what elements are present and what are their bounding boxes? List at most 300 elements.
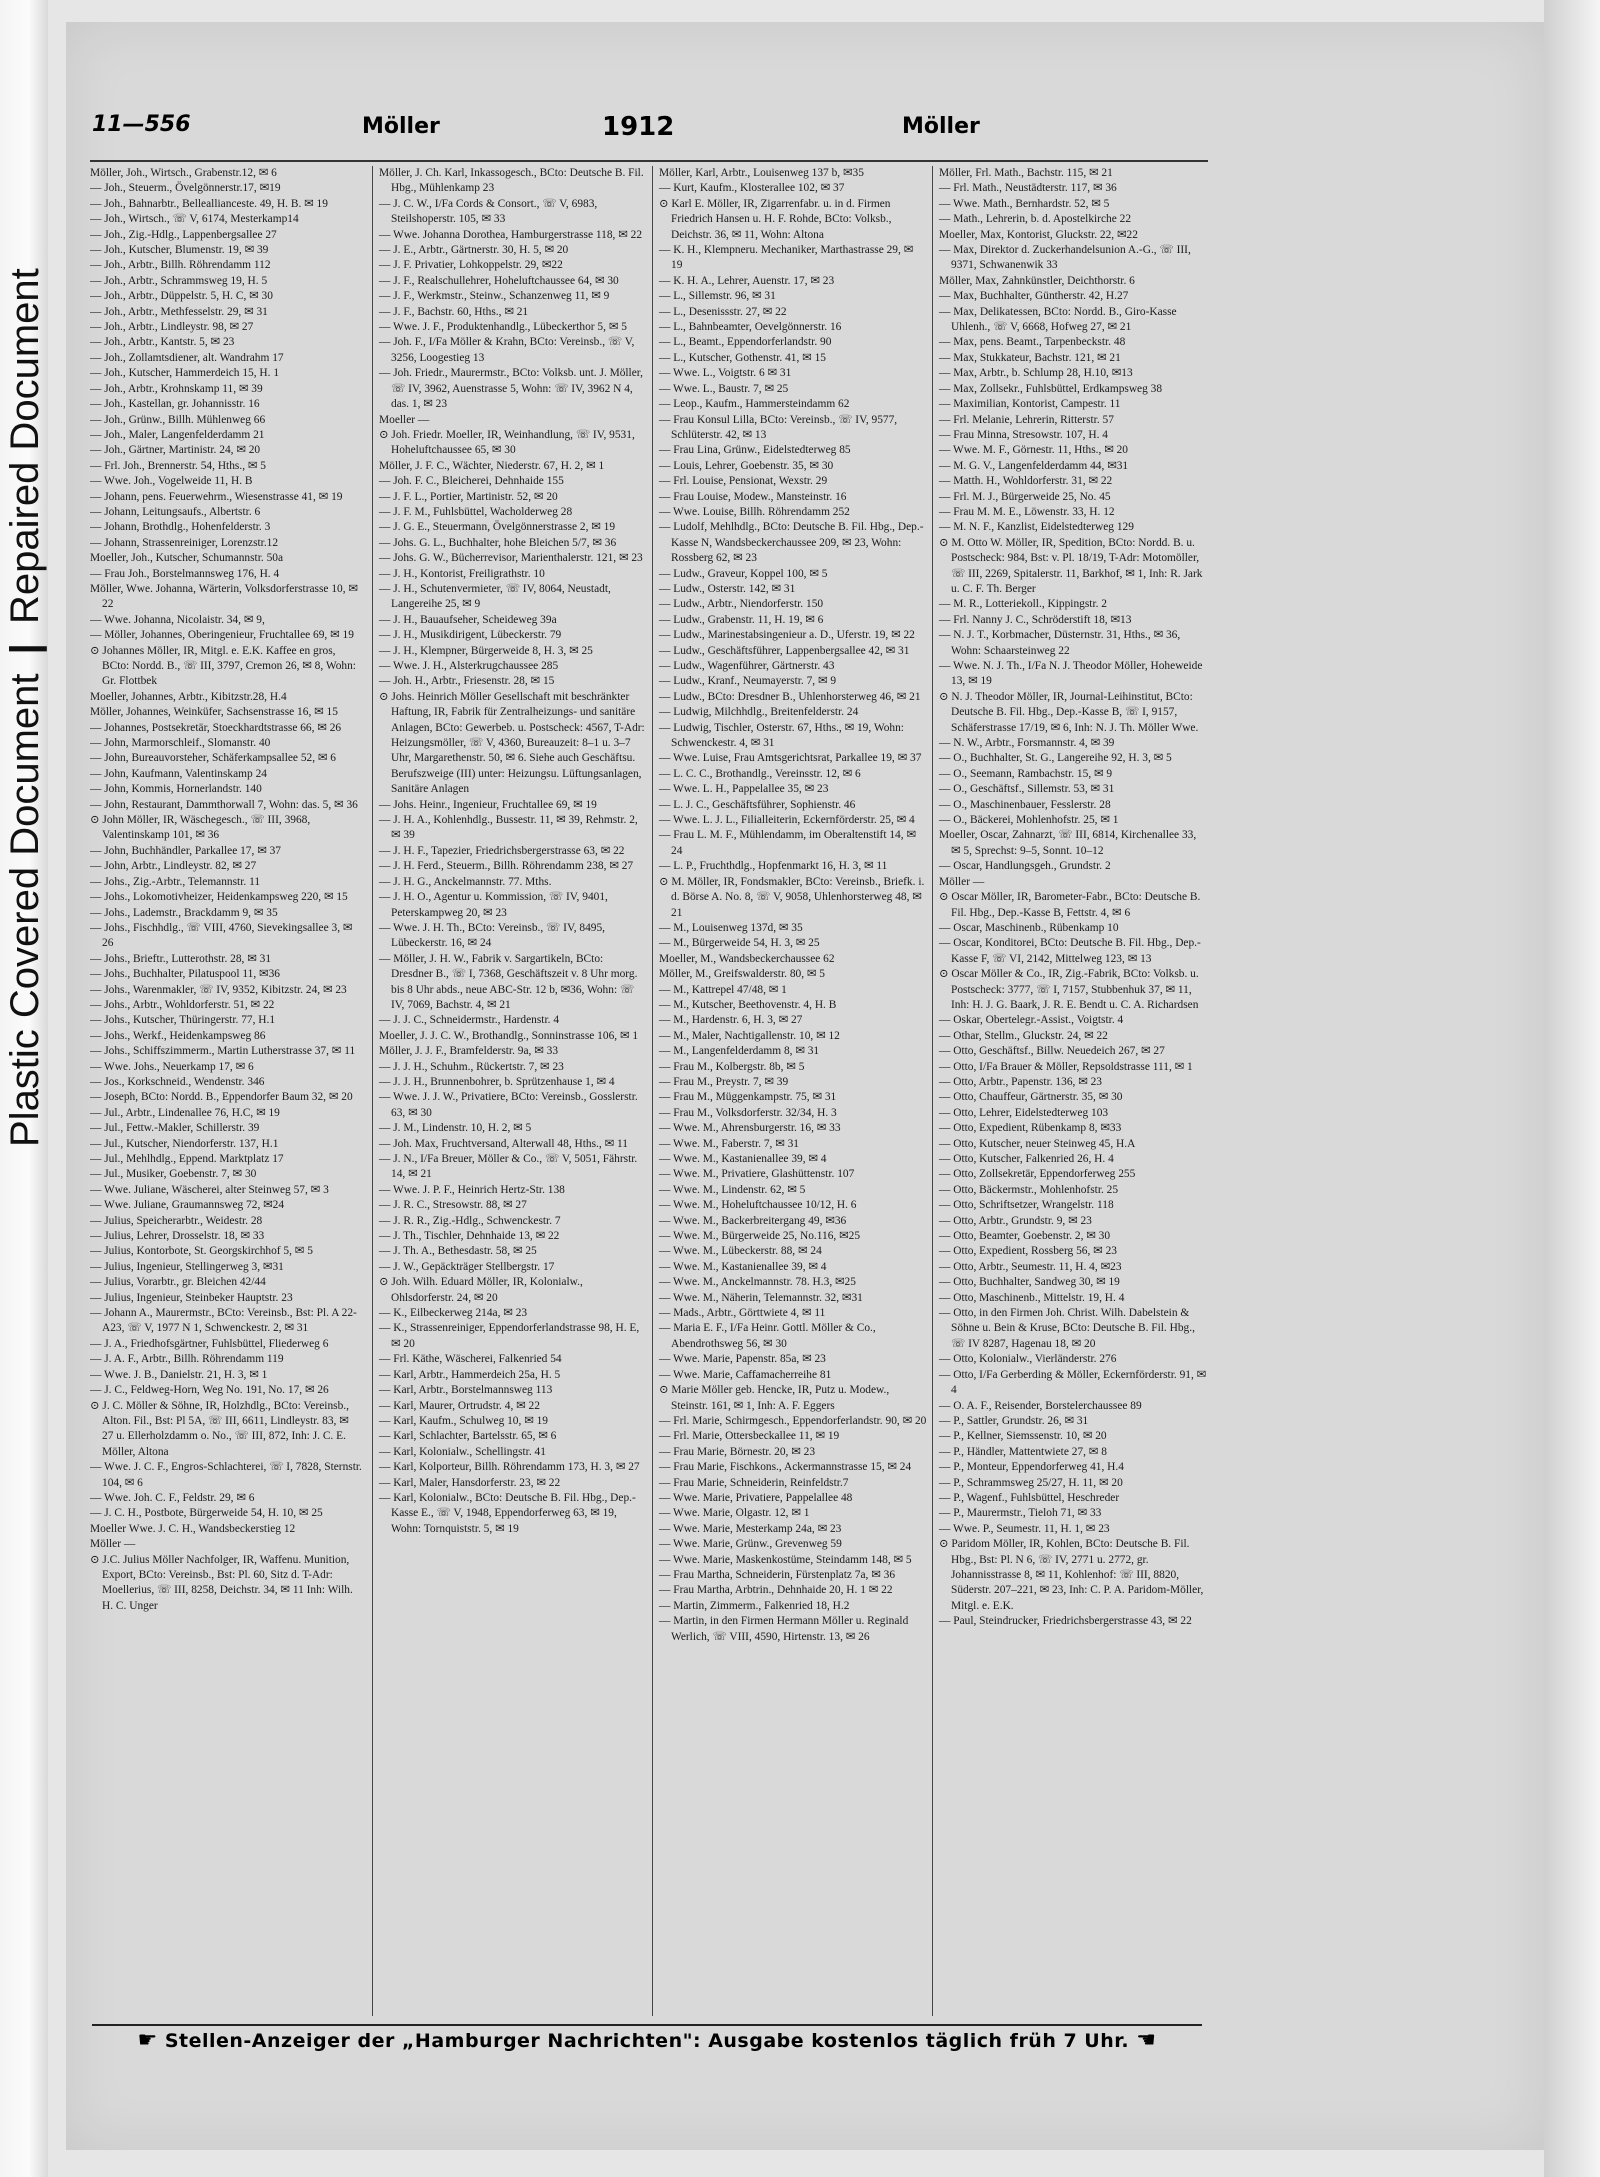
directory-entry: — Joh., Kutscher, Blumenstr. 19, ✉ 39: [90, 244, 269, 257]
directory-entry: — Kurt, Kaufm., Klosterallee 102, ✉ 37: [659, 182, 845, 195]
directory-entry: — Frau Konsul Lilla, BCto: Vereinsb., ☏ IV, 9577, Schlüterstr. 42, ✉ 13: [659, 413, 898, 441]
directory-entry: — Joh., Arbtr., Schrammsweg 19, H. 5: [90, 274, 268, 287]
directory-entry: — Karl, Kaufm., Schulweg 10, ✉ 19: [379, 1414, 548, 1427]
directory-entry: — L., Desenissstr. 27, ✉ 22: [659, 305, 787, 318]
directory-entry: — Max, Delikatessen, BCto: Nordd. B., Giro-Kasse Uhlenh., ☏ V, 6668, Hofweg 27, ✉ 21: [939, 305, 1177, 334]
directory-entry: — Wwe. J. J. W., Privatiere, BCto: Vereinsb., Gosslerstr. 63, ✉ 30: [379, 1091, 638, 1119]
directory-entry: — Wwe. J. C. F., Engros-Schlachterei, ☏ I, 7828, Sternstr. 104, ✉ 6: [90, 1461, 362, 1489]
directory-entry: — Wwe. Marie, Privatiere, Pappelallee 48: [659, 1491, 853, 1504]
directory-entry: — M., Bürgerweide 54, H. 3, ✉ 25: [659, 937, 820, 950]
directory-entry: — Johs., Werkf., Heidenkampsweg 86: [90, 1029, 266, 1042]
directory-entry: — M. N. F., Kanzlist, Eidelstedterweg 129: [939, 521, 1134, 534]
directory-entry: — L. C. C., Brothandlg., Vereinsstr. 12, ✉ 6: [659, 767, 861, 780]
directory-entry: — Joh., Arbtr., Billh. Röhrendamm 112: [90, 259, 271, 272]
directory-entry: — Johs., Kutscher, Thüringerstr. 77, H.1: [90, 1014, 276, 1027]
directory-entry: ⊙ Marie Möller geb. Hencke, IR, Putz u. Modew., Steinstr. 161, ✉ 1, Inh: A. F. Eggers: [659, 1384, 890, 1412]
directory-entry: — Wwe. J. F., Produktenhandlg., Lübeckerthor 5, ✉ 5: [379, 321, 627, 334]
directory-entry: — Otto, I/Fa Brauer & Möller, Repsoldstrasse 111, ✉ 1: [939, 1060, 1193, 1073]
directory-entry: — Mads., Arbtr., Görttwiete 4, ✉ 11: [659, 1307, 826, 1320]
directory-entry: — Otto, Kutscher, neuer Steinweg 45, H.A: [939, 1137, 1136, 1150]
directory-entry: — J. G. E., Steuermann, Övelgönnerstrasse 2, ✉ 19: [379, 521, 616, 534]
directory-entry: — J. F. L., Portier, Martinistr. 52, ✉ 20: [379, 490, 558, 503]
directory-entry: Moeller, J. J. C. W., Brothandlg., Sonninstrasse 106, ✉ 1: [379, 1029, 639, 1042]
directory-entry: ⊙ Paridom Möller, IR, Kohlen, BCto: Deutsche B. Fil. Hbg., Bst: Pl. N 6, ☏ IV, 2771 u. 2772, gr. Johannisstrasse 8, ✉ 11, Kohlenhof: ☏ III, 8820, Süderstr. 207–221, ✉ 23, Inh: C. P. A. Paridom-Möller, Mitgl. e. E.K.: [939, 1538, 1204, 1612]
directory-entry: — Julius, Ingenieur, Stellingerweg 3, ✉31: [90, 1260, 284, 1273]
directory-entry: — Frau M., Volksdorferstr. 32/34, H. 3: [659, 1106, 837, 1119]
directory-entry: — Karl, Schlachter, Bartelsstr. 65, ✉ 6: [379, 1430, 557, 1443]
directory-entry: — J. F., Werkmstr., Steinw., Schanzenweg 11, ✉ 9: [379, 290, 610, 303]
directory-entry: — Wwe. L. H., Pappelallee 35, ✉ 23: [659, 783, 829, 796]
directory-entry: — Otto, Kolonialw., Vierländerstr. 276: [939, 1353, 1117, 1366]
directory-entry: — Otto, Chauffeur, Gärtnerstr. 35, ✉ 30: [939, 1091, 1123, 1104]
directory-entry: — J. H., Kontorist, Freiligrathstr. 10: [379, 567, 545, 580]
directory-entry: — K. H., Klempneru. Mechaniker, Marthastrasse 29, ✉ 19: [659, 244, 914, 272]
directory-entry: — M., Kattrepel 47/48, ✉ 1: [659, 983, 787, 996]
directory-entry: ⊙ John Möller, IR, Wäschegesch., ☏ III, 3968, Valentinskamp 101, ✉ 36: [90, 814, 311, 842]
directory-entry: — Ludw., Marinestabsingenieur a. D., Uferstr. 19, ✉ 22: [659, 629, 915, 642]
directory-entry: — J. H., Bauaufseher, Scheideweg 39a: [379, 613, 557, 626]
directory-entry: Moeller, Johannes, Arbtr., Kibitzstr.28, H.4: [90, 690, 287, 703]
directory-entry: — Wwe. J. H. Th., BCto: Vereinsb., ☏ IV, 8495, Lübeckerstr. 16, ✉ 24: [379, 921, 606, 950]
directory-entry: — Wwe. M., Kastanienallee 39, ✉ 4: [659, 1153, 827, 1165]
directory-entry: — P., Wagenf., Fuhlsbüttel, Heschreder: [939, 1491, 1120, 1504]
directory-entry: — Ludw., Kranf., Neumayerstr. 7, ✉ 9: [659, 675, 837, 688]
directory-entry: — Ludw., Arbtr., Niendorferstr. 150: [659, 598, 824, 611]
directory-entry: Möller, J. F. C., Wächter, Niederstr. 67, H. 2, ✉ 1: [379, 459, 605, 472]
directory-entry: — Frau M., Müggenkampstr. 75, ✉ 31: [659, 1091, 837, 1104]
directory-entry: — Johs., Warenmakler, ☏ IV, 9352, Kibitzstr. 24, ✉ 23: [90, 983, 347, 996]
directory-entry: — Frau Louise, Modew., Mansteinstr. 16: [659, 490, 847, 503]
directory-entry: — Jul., Musiker, Goebenstr. 7, ✉ 30: [90, 1168, 257, 1181]
directory-entry: Moeller —: [379, 413, 430, 426]
directory-entry: — Oscar, Handlungsgeh., Grundstr. 2: [939, 860, 1111, 873]
spine-separator: |: [3, 643, 47, 655]
directory-entry: — Max, pens. Beamt., Tarpenbeckstr. 48: [939, 336, 1126, 349]
spine-label-plastic: Plastic Covered Document: [3, 673, 47, 1147]
directory-entry: — M. G. V., Langenfelderdamm 44, ✉31: [939, 459, 1129, 472]
directory-entry: — P., Sattler, Grundstr. 26, ✉ 31: [939, 1414, 1089, 1427]
directory-entry: — Maria E. F., I/Fa Heinr. Gottl. Möller & Co., Abendrothsweg 56, ✉ 30: [659, 1322, 876, 1350]
directory-entry: — Wwe. Johs., Neuerkamp 17, ✉ 6: [90, 1060, 254, 1073]
directory-entry: Möller, J. Ch. Karl, Inkassogesch., BCto: Deutsche B. Fil. Hbg., Mühlenkamp 23: [379, 167, 644, 195]
directory-entry: — Möller, Johannes, Oberingenieur, Fruchtallee 69, ✉ 19: [90, 629, 354, 642]
page-number: 11—556: [92, 112, 191, 137]
directory-entry: — J. J. H., Brunnenbohrer, b. Sprützenhause 1, ✉ 4: [379, 1075, 615, 1088]
directory-entry: — John, Marmorschleif., Slomanstr. 40: [90, 737, 271, 750]
directory-entry: — Joh., Arbtr., Lindleystr. 98, ✉ 27: [90, 321, 254, 334]
directory-entry: — Wwe. L. J. L., Filialleiterin, Eckernförderstr. 25, ✉ 4: [659, 814, 915, 827]
directory-entry: — Julius, Kontorbote, St. Georgskirchhof 5, ✉ 5: [90, 1245, 313, 1258]
directory-entry: — Othar, Stellm., Gluckstr. 24, ✉ 22: [939, 1029, 1108, 1042]
directory-entry: — Joh., Arbtr., Krohnskamp 11, ✉ 39: [90, 382, 263, 395]
directory-entry: — Wwe. M., Lübeckerstr. 88, ✉ 24: [659, 1245, 822, 1258]
directory-column-3: [652, 166, 927, 2016]
directory-entry: — Johs. Heinr., Ingenieur, Fruchtallee 69, ✉ 19: [379, 798, 597, 811]
directory-entry: — Wwe. M., Bürgerweide 25, No.116, ✉25: [659, 1230, 861, 1243]
directory-entry: — Jul., Fettw.-Makler, Schillerstr. 39: [90, 1122, 260, 1135]
directory-entry: — Frau Marie, Fischkons., Ackermannstrasse 15, ✉ 24: [659, 1461, 912, 1474]
directory-entry: Moeller, Oscar, Zahnarzt, ☏ III, 6814, Kirchenallee 33, ✉ 5, Sprechst: 9–5, Sonnt. 10–12: [939, 829, 1197, 857]
directory-entry: — Maximilian, Kontorist, Campestr. 11: [939, 398, 1121, 411]
directory-entry: — Frl. Nanny J. C., Schröderstift 18, ✉13: [939, 613, 1132, 626]
directory-entry: — J. A., Friedhofsgärtner, Fuhlsbüttel, Fliederweg 6: [90, 1337, 329, 1350]
directory-entry: — J. N., I/Fa Breuer, Möller & Co., ☏ V, 5051, Fährstr. 14, ✉ 21: [379, 1153, 638, 1181]
directory-entry: — Joh., Kastellan, gr. Johannisstr. 16: [90, 398, 260, 411]
directory-entry: — K., Strassenreiniger, Eppendorferlandstrasse 98, H. E, ✉ 20: [379, 1322, 640, 1350]
directory-entry: ⊙ M. Möller, IR, Fondsmakler, BCto: Vereinsb., Briefk. i. d. Börse A. No. 8, ☏ V, 9058, Uhlenhorsterweg 48, ✉ 21: [659, 875, 925, 919]
directory-entry: — Johannes, Postsekretär, Stoeckhardtstrasse 66, ✉ 26: [90, 721, 342, 734]
directory-entry: — J. F., Realschullehrer, Hoheluftchaussee 64, ✉ 30: [379, 274, 619, 287]
directory-entry: — J. M., Lindenstr. 10, H. 2, ✉ 5: [379, 1122, 532, 1135]
directory-entry: — J. Th., Tischler, Dehnhaide 13, ✉ 22: [379, 1230, 560, 1243]
directory-entry: — Otto, Arbtr., Grundstr. 9, ✉ 23: [939, 1214, 1092, 1227]
header-year: 1912: [602, 112, 675, 142]
directory-entry: — L., Beamt., Eppendorferlandstr. 90: [659, 336, 832, 349]
directory-entry: — Ludw., Grabenstr. 11, H. 19, ✉ 6: [659, 613, 824, 626]
directory-entry: — Wwe. J. P. F., Heinrich Hertz-Str. 138: [379, 1183, 565, 1196]
directory-entry: — Wwe. M., Kastanienallee 39, ✉ 4: [659, 1260, 827, 1273]
directory-entry: — L. P., Fruchthdlg., Hopfenmarkt 16, H. 3, ✉ 11: [659, 860, 888, 873]
directory-entry: — J. F. M., Fuhlsbüttel, Wacholderweg 28: [379, 505, 573, 518]
directory-entry: — Wwe. Joh., Vogelweide 11, H. B: [90, 475, 253, 488]
directory-entry: — Otto, Beamter, Goebenstr. 2, ✉ 30: [939, 1230, 1111, 1243]
directory-entry: — Frl. Marie, Ottersbeckallee 11, ✉ 19: [659, 1430, 840, 1443]
directory-entry: — Wwe. Joh. C. F., Feldstr. 29, ✉ 6: [90, 1491, 255, 1504]
directory-entry: — Jul., Arbtr., Lindenallee 76, H.C, ✉ 19: [90, 1106, 280, 1119]
directory-entry: — Frau Minna, Stresowstr. 107, H. 4: [939, 428, 1108, 441]
document-spine: [0, 0, 48, 2177]
directory-entry: — Wwe. Louise, Billh. Röhrendamm 252: [659, 505, 850, 518]
directory-column-4: [932, 166, 1207, 2016]
directory-entry: ⊙ Oscar Möller, IR, Barometer-Fabr., BCto: Deutsche B. Fil. Hbg., Dep.-Kasse B, Fettstr. 4, ✉ 6: [939, 891, 1201, 919]
directory-entry: — Otto, in den Firmen Joh. Christ. Wilh. Dabelstein & Söhne u. Bein & Kruse, BCto: Deutsche B. Fil. Hbg., ☏ IV 8287, Hagenau 18, ✉ 20: [939, 1307, 1195, 1350]
directory-entry: — Wwe. J. H., Alsterkrugchaussee 285: [379, 660, 559, 672]
directory-entry: — Wwe. M., Ahrensburgerstr. 16, ✉ 33: [659, 1122, 841, 1135]
directory-entry: — Joh., Kutscher, Hammerdeich 15, H. 1: [90, 367, 280, 380]
directory-entry: — Joh., Bahnarbtr., Belleallianceste. 49, H. B. ✉ 19: [90, 197, 328, 210]
directory-entry: — Wwe. M., Lindenstr. 62, ✉ 5: [659, 1183, 806, 1196]
directory-entry: — M. R., Lotteriekoll., Kippingstr. 2: [939, 598, 1108, 611]
directory-entry: — Johs. G. W., Bücherrevisor, Marienthalerstr. 121, ✉ 23: [379, 552, 643, 565]
directory-entry: — Ludwig, Tischler, Osterstr. 67, Hths., ✉ 19, Wohn: Schwenckestr. 4, ✉ 31: [659, 721, 904, 750]
directory-entry: — Wwe. Math., Bernhardstr. 52, ✉ 5: [939, 197, 1110, 210]
directory-entry: — Oskar, Obertelegr.-Assist., Voigtstr. 4: [939, 1014, 1124, 1027]
directory-entry: — Martin, Zimmerm., Falkenried 18, H.2: [659, 1599, 850, 1612]
directory-entry: — John, Bureauvorsteher, Schäferkampsallee 52, ✉ 6: [90, 752, 337, 765]
directory-entry: — L., Sillemstr. 96, ✉ 31: [659, 290, 776, 303]
directory-entry: — Johann, Strassenreiniger, Lorenzstr.12: [90, 536, 279, 549]
directory-entry: — Johann A., Maurermstr., BCto: Vereinsb., Bst: Pl. A 22-A23, ☏ V, 1977 N 1, Schwenckestr. 2, ✉ 31: [90, 1307, 357, 1335]
directory-entry: — Johs., Lademstr., Brackdamm 9, ✉ 35: [90, 906, 278, 919]
directory-entry: — Wwe. Marie, Caffamacherreihe 81: [659, 1368, 832, 1381]
directory-entry: — Max, Buchhalter, Güntherstr. 42, H.27: [939, 290, 1129, 303]
directory-entry: — Otto, Arbtr., Papenstr. 136, ✉ 23: [939, 1075, 1102, 1088]
directory-entry: — Johann, Brothdlg., Hohenfelderstr. 3: [90, 521, 271, 534]
directory-entry: ⊙ Johannes Möller, IR, Mitgl. e. E.K. Kaffee en gros, BCto: Nordd. B., ☏ III, 3797, Cremon 26, ✉ 8, Wohn: Gr. Flottbek: [90, 644, 356, 688]
directory-entry: — Otto, Expedient, Rossberg 56, ✉ 23: [939, 1245, 1117, 1258]
page-edge-shadow: [1544, 0, 1600, 2177]
directory-entry: — Otto, Arbtr., Seumestr. 11, H. 4, ✉23: [939, 1260, 1122, 1273]
footer-advertisement: [92, 2024, 1202, 2060]
directory-column-2: [372, 166, 647, 2016]
directory-entry: — Frau Martha, Arbtrin., Dehnhaide 20, H. 1 ✉ 22: [659, 1584, 893, 1597]
directory-entry: — J. R. C., Stresowstr. 88, ✉ 27: [379, 1199, 527, 1212]
directory-entry: — Frau Lina, Grünw., Eidelstedterweg 85: [659, 444, 851, 457]
directory-entry: — John, Kommis, Hornerlandstr. 140: [90, 783, 262, 796]
directory-entry: — Matth. H., Wohldorferstr. 31, ✉ 22: [939, 475, 1113, 488]
directory-entry: — Wwe. M., Privatiere, Glashüttenstr. 107: [659, 1168, 855, 1181]
directory-entry: — Johs., Fischhdlg., ☏ VIII, 4760, Sievekingsallee 3, ✉ 26: [90, 921, 353, 950]
directory-entry: — J. Th. A., Bethesdastr. 58, ✉ 25: [379, 1245, 537, 1258]
pointing-hand-left-icon: ☛: [137, 2028, 158, 2053]
directory-entry: — Wwe. N. J. Th., I/Fa N. J. Theodor Möller, Hoheweide 13, ✉ 19: [939, 660, 1203, 688]
directory-entry: — P., Kellner, Siemssenstr. 10, ✉ 20: [939, 1430, 1107, 1443]
directory-entry: — Frau M. M. E., Löwenstr. 33, H. 12: [939, 505, 1115, 518]
directory-entry: — Leop., Kaufm., Hammersteindamm 62: [659, 398, 850, 411]
directory-entry: — J. H. Ferd., Steuerm., Billh. Röhrendamm 238, ✉ 27: [379, 860, 634, 873]
directory-entry: — Julius, Vorarbtr., gr. Bleichen 42/44: [90, 1276, 266, 1289]
directory-entry: — Wwe. P., Seumestr. 11, H. 1, ✉ 23: [939, 1522, 1110, 1535]
directory-entry: — Joh. Max, Fruchtversand, Alterwall 48, Hths., ✉ 11: [379, 1137, 628, 1150]
directory-entry: — Joh., Zollamtsdiener, alt. Wandrahm 17: [90, 351, 284, 364]
directory-entry: — Max, Zollsekr., Fuhlsbüttel, Erdkampsweg 38: [939, 382, 1163, 395]
directory-entry: — Karl, Maurer, Ortrudstr. 4, ✉ 22: [379, 1399, 540, 1412]
header-right-name: Möller: [902, 114, 980, 139]
directory-entry: — J. H. G., Anckelmannstr. 77. Mths.: [379, 875, 552, 888]
directory-entry: — Joh., Arbtr., Düppelstr. 5, H. C, ✉ 30: [90, 290, 273, 303]
directory-entry: — Otto, Lehrer, Eidelstedterweg 103: [939, 1106, 1109, 1119]
directory-entry: — Oscar, Maschinenb., Rübenkamp 10: [939, 921, 1119, 934]
directory-entry: — Louis, Lehrer, Goebenstr. 35, ✉ 30: [659, 459, 834, 472]
directory-entry: ⊙ Oscar Möller & Co., IR, Zig.-Fabrik, BCto: Volksb. u. Postscheck: 3777, ☏ I, 7157, Stubbenhuk 37, ✉ 11, Inh: H. J. G. Baark, J. R. E. Bendt u. C. A. Richardsen: [939, 968, 1199, 1011]
directory-entry: — J. A. F., Arbtr., Billh. Röhrendamm 119: [90, 1353, 284, 1366]
directory-entry: — O., Buchhalter, St. G., Langereihe 92, H. 3, ✉ 5: [939, 752, 1172, 765]
directory-entry: — Joh., Steuerm., Övelgönnerstr.17, ✉19: [90, 182, 281, 195]
directory-entry: — Wwe. M. F., Görnestr. 11, Hths., ✉ 20: [939, 444, 1128, 457]
directory-entry: — M., Maler, Nachtigallenstr. 10, ✉ 12: [659, 1029, 840, 1042]
directory-entry: — Wwe. M., Näherin, Telemannstr. 32, ✉31: [659, 1291, 863, 1304]
directory-entry: — Frau M., Kolbergstr. 8b, ✉ 5: [659, 1060, 805, 1073]
directory-entry: — John, Arbtr., Lindleystr. 82, ✉ 27: [90, 860, 257, 873]
directory-entry: — Julius, Ingenieur, Steinbeker Hauptstr. 23: [90, 1291, 293, 1304]
directory-entry: — Otto, Buchhalter, Sandweg 30, ✉ 19: [939, 1276, 1120, 1289]
directory-entry: Möller, Max, Zahnkünstler, Deichthorstr. 6: [939, 274, 1135, 287]
directory-entry: — Frau Marie, Schneiderin, Reinfeldstr.7: [659, 1476, 849, 1489]
directory-entry: — Ludw., Graveur, Koppel 100, ✉ 5: [659, 567, 828, 580]
directory-entry: Möller, Karl, Arbtr., Louisenweg 137 b, ✉35: [659, 167, 864, 179]
directory-entry: — O., Bäckerei, Mohlenhofstr. 25, ✉ 1: [939, 814, 1119, 827]
directory-entry: — Wwe. Johanna Dorothea, Hamburgerstrasse 118, ✉ 22: [379, 228, 643, 241]
directory-entry: — O. A. F., Reisender, Borstelerchaussee 89: [939, 1399, 1142, 1412]
directory-entry: — Wwe. Juliane, Wäscherei, alter Steinweg 57, ✉ 3: [90, 1183, 329, 1196]
directory-entry: — L. J. C., Geschäftsführer, Sophienstr. 46: [659, 798, 856, 811]
directory-entry: — Johs., Buchhalter, Pilatuspool 11, ✉36: [90, 968, 280, 981]
directory-entry: — Otto, Geschäftsf., Billw. Neuedeich 267, ✉ 27: [939, 1045, 1165, 1058]
directory-entry: — L., Kutscher, Gothenstr. 41, ✉ 15: [659, 351, 826, 364]
directory-entry: — Frl. Marie, Schirmgesch., Eppendorferlandstr. 90, ✉ 20: [659, 1414, 927, 1427]
directory-entry: — Joh. F. C., Bleicherei, Dehnhaide 155: [379, 475, 564, 488]
directory-entry: — Joh., Maler, Langenfelderdamm 21: [90, 428, 265, 441]
directory-entry: — J. F. Privatier, Lohkoppelstr. 29, ✉22: [379, 259, 563, 272]
directory-entry: Möller, Frl. Math., Bachstr. 115, ✉ 21: [939, 167, 1113, 179]
directory-entry: — O., Maschinenbauer, Fesslerstr. 28: [939, 798, 1111, 811]
directory-entry: — Ludw., Geschäftsführer, Lappenbergsallee 42, ✉ 31: [659, 644, 910, 657]
directory-entry: — K., Eilbeckerweg 214a, ✉ 23: [379, 1307, 528, 1320]
directory-entry: — M., Langenfelderdamm 8, ✉ 31: [659, 1045, 820, 1058]
directory-entry: — M., Hardenstr. 6, H. 3, ✉ 27: [659, 1014, 803, 1027]
directory-entry: — Joh., Arbtr., Kantstr. 5, ✉ 23: [90, 336, 235, 349]
directory-entry: — Frau Marie, Börnestr. 20, ✉ 23: [659, 1445, 816, 1458]
directory-entry: — Frl. Käthe, Wäscherei, Falkenried 54: [379, 1353, 562, 1366]
directory-entry: Möller —: [90, 1538, 136, 1551]
page-header: [92, 112, 1202, 148]
directory-entry: — P., Schrammsweg 25/27, H. 11, ✉ 20: [939, 1476, 1123, 1489]
directory-entry: — Ludw., BCto: Dresdner B., Uhlenhorsterweg 46, ✉ 21: [659, 690, 921, 703]
directory-entry: — Karl, Kolonialw., Schellingstr. 41: [379, 1445, 546, 1458]
directory-entry: — Frl. Joh., Brennerstr. 54, Hths., ✉ 5: [90, 459, 266, 472]
directory-entry: — J. J. C., Schneidermstr., Hardenstr. 4: [379, 1014, 560, 1027]
directory-entry: — Joh., Grünw., Billh. Mühlenweg 66: [90, 413, 266, 426]
directory-entry: — Max, Arbtr., b. Schlump 28, H.10, ✉13: [939, 367, 1133, 380]
directory-entry: — Wwe. Juliane, Graumannsweg 72, ✉24: [90, 1199, 285, 1212]
directory-entry: — Wwe. M., Faberstr. 7, ✉ 31: [659, 1137, 799, 1150]
directory-entry: — J. H. O., Agentur u. Kommission, ☏ IV, 9401, Peterskampweg 20, ✉ 23: [379, 891, 608, 919]
directory-entry: — Julius, Speicherarbtr., Weidestr. 28: [90, 1214, 263, 1227]
directory-entry: — Johs. G. L., Buchhalter, hohe Bleichen 5/7, ✉ 36: [379, 536, 617, 549]
directory-entry: — Wwe. Luise, Frau Amtsgerichtsrat, Parkallee 19, ✉ 37: [659, 752, 922, 765]
directory-entry: — Frau M., Preystr. 7, ✉ 39: [659, 1075, 789, 1088]
directory-entry: — Joh. H., Arbtr., Friesenstr. 28, ✉ 15: [379, 675, 555, 688]
directory-entry: — Julius, Lehrer, Drosselstr. 18, ✉ 33: [90, 1230, 265, 1243]
directory-entry: — N. W., Arbtr., Forsmannstr. 4, ✉ 39: [939, 737, 1115, 750]
directory-entry: — Joh. Friedr., Maurermstr., BCto: Volksb. unt. J. Möller, ☏ IV, 3962, Auenstrasse 5, Wohn: ☏ IV, 3962 N 4, das. 1, ✉ 23: [379, 367, 643, 411]
directory-entry: — K. H. A., Lehrer, Auenstr. 17, ✉ 23: [659, 274, 835, 287]
directory-entry: — Frl. M. J., Bürgerweide 25, No. 45: [939, 490, 1111, 503]
directory-entry: — Jos., Korkschneid., Wendenstr. 346: [90, 1075, 265, 1088]
directory-entry: — L., Bahnbeamter, Oevelgönnerstr. 16: [659, 321, 842, 334]
directory-entry: — Joh., Gärtner, Martinistr. 24, ✉ 20: [90, 444, 261, 457]
directory-entry: Möller, Johannes, Weinküfer, Sachsenstrasse 16, ✉ 15: [90, 706, 338, 719]
directory-entry: — Frl. Melanie, Lehrerin, Ritterstr. 57: [939, 413, 1114, 426]
directory-entry: — Karl, Arbtr., Hammerdeich 25a, H. 5: [379, 1368, 561, 1381]
directory-entry: — Johann, Leitungsaufs., Albertstr. 6: [90, 505, 261, 518]
directory-entry: — Otto, Zollsekretär, Eppendorferweg 255: [939, 1168, 1136, 1181]
directory-entry: — O., Seemann, Rambachstr. 15, ✉ 9: [939, 767, 1113, 780]
directory-entry: — Wwe. Marie, Olgastr. 12, ✉ 1: [659, 1507, 810, 1520]
directory-entry: — Otto, I/Fa Gerberding & Möller, Eckernförderstr. 91, ✉ 4: [939, 1368, 1207, 1397]
directory-entry: — J. C. H., Postbote, Bürgerweide 54, H. 10, ✉ 25: [90, 1507, 323, 1520]
directory-entry: — P., Maurermstr., Tieloh 71, ✉ 33: [939, 1507, 1102, 1520]
directory-entry: — J. R. R., Zig.-Hdlg., Schwenckestr. 7: [379, 1214, 561, 1227]
directory-entry: ⊙ J. C. Möller & Söhne, IR, Holzhdlg., BCto: Vereinsb., Alton. Fil., Bst: Pl 5A, ☏ III, 6611, Lindleystr. 83, ✉ 27 u. Ellerholzdamm o. No., ☏ III, 872, Inh: J. C. E. Möller, Altona: [90, 1399, 349, 1458]
directory-entry: — P., Händler, Mattentwiete 27, ✉ 8: [939, 1445, 1107, 1458]
directory-entry: — Oscar, Konditorei, BCto: Deutsche B. Fil. Hbg., Dep.-Kasse F, ☏ VI, 2142, Mittelweg 123, ✉ 13: [939, 937, 1201, 965]
directory-entry: ⊙ Joh. Friedr. Moeller, IR, Weinhandlung, ☏ IV, 9531, Hoheluftchaussee 65, ✉ 30: [379, 428, 635, 457]
directory-entry: — Martin, in den Firmen Hermann Möller u. Reginald Werlich, ☏ VIII, 4590, Hirtenstr. 13, ✉ 26: [659, 1615, 909, 1643]
directory-entry: — Otto, Kutscher, Falkenried 26, H. 4: [939, 1153, 1114, 1165]
directory-entry: — Jul., Mehlhdlg., Eppend. Marktplatz 17: [90, 1153, 284, 1165]
directory-entry: — J. E., Arbtr., Gärtnerstr. 30, H. 5, ✉ 20: [379, 244, 569, 257]
directory-entry: Moeller, M., Wandsbeckerchaussee 62: [659, 952, 835, 965]
directory-entry: — Joh., Zig.-Hdlg., Lappenbergsallee 27: [90, 228, 277, 241]
directory-entry: — J. H., Schutenvermieter, ☏ IV, 8064, Neustadt, Langereihe 25, ✉ 9: [379, 582, 611, 611]
directory-entry: — J. H., Musikdirigent, Lübeckerstr. 79: [379, 629, 562, 642]
directory-entry: — Wwe. Marie, Maskenkostüme, Steindamm 148, ✉ 5: [659, 1553, 912, 1566]
directory-entry: — Ludw., Osterstr. 142, ✉ 31: [659, 582, 796, 595]
directory-entry: — Ludolf, Mehlhdlg., BCto: Deutsche B. Fil. Hbg., Dep.-Kasse N, Wandsbeckerchaussee 209, ✉ 23, Wohn: Rossberg 62, ✉ 23: [659, 521, 924, 565]
directory-entry: — Joh., Arbtr., Methfesselstr. 29, ✉ 31: [90, 305, 268, 318]
directory-entry: — Otto, Maschinenb., Mittelstr. 19, H. 4: [939, 1291, 1125, 1304]
directory-entry: — J. J. H., Schuhm., Rückertstr. 7, ✉ 23: [379, 1060, 564, 1073]
directory-entry: Möller, Joh., Wirtsch., Grabenstr.12, ✉ 6: [90, 167, 277, 179]
directory-entry: — Johs., Arbtr., Wohldorferstr. 51, ✉ 22: [90, 998, 275, 1011]
directory-entry: — Johs., Zig.-Arbtr., Telemannstr. 11: [90, 875, 261, 888]
directory-entry: Möller, J. J. F., Bramfelderstr. 9a, ✉ 33: [379, 1045, 559, 1058]
directory-entry: — J. H. A., Kohlenhdlg., Bussestr. 11, ✉ 39, Rehmstr. 2, ✉ 39: [379, 814, 638, 842]
directory-entry: — Wwe. Marie, Papenstr. 85a, ✉ 23: [659, 1353, 826, 1366]
directory-entry: — P., Monteur, Eppendorferweg 41, H.4: [939, 1461, 1124, 1474]
directory-entry: ⊙ Karl E. Möller, IR, Zigarrenfabr. u. in d. Firmen Friedrich Hansen u. H. F. Rohde, BCto: Volksb., Deichstr. 36, ✉ 11, Wohn: Altona: [659, 197, 892, 241]
directory-entry: — Wwe. M., Anckelmannstr. 78. H.3, ✉25: [659, 1276, 856, 1289]
directory-entry: — Johann, pens. Feuerwehrm., Wiesenstrasse 41, ✉ 19: [90, 490, 343, 503]
directory-entry: — Frau Joh., Borstelmannsweg 176, H. 4: [90, 567, 280, 580]
directory-entry: ⊙ M. Otto W. Möller, IR, Spedition, BCto: Nordd. B. u. Postscheck: 984, Bst: v. Pl. 18/19, T-Adr: Motomöller, ☏ III, 2269, Spitalerstr. 11, Barkhof, ✉ 1, Inh: R. Jark u. C. F. Th. Berger: [939, 536, 1203, 595]
directory-entry: — J. W., Gepäckträger Stellbergstr. 17: [379, 1260, 555, 1273]
directory-entry: — Max, Stukkateur, Bachstr. 121, ✉ 21: [939, 351, 1121, 364]
directory-entry: Moeller, Joh., Kutscher, Schumannstr. 50a: [90, 552, 284, 565]
directory-entry: — Joh. F., I/Fa Möller & Krahn, BCto: Vereinsb., ☏ V, 3256, Loogestieg 13: [379, 336, 635, 364]
directory-entry: — Wwe. J. B., Danielstr. 21, H. 3, ✉ 1: [90, 1368, 268, 1381]
directory-entry: ⊙ J.C. Julius Möller Nachfolger, IR, Waffenu. Munition, Export, BCto: Vereinsb., Bst: Pl. 60, Sitz d. T-Adr: Moellerius, ☏ III, 8258, Deichstr. 34, ✉ 11 Inh: Wilh. H. C. Unger: [90, 1553, 353, 1612]
directory-entry: — Karl, Kolonialw., BCto: Deutsche B. Fil. Hbg., Dep.-Kasse E., ☏ V, 1948, Eppendorferweg 63, ✉ 19, Wohn: Tornquiststr. 5, ✉ 19: [379, 1491, 636, 1535]
directory-column-1: [90, 166, 362, 2016]
directory-entry: — Frau L. M. F., Mühlendamm, im Oberaltenstift 14, ✉ 24: [659, 829, 916, 857]
directory-entry: — O., Geschäftsf., Sillemstr. 53, ✉ 31: [939, 783, 1115, 796]
directory-columns: [90, 160, 1208, 2020]
directory-entry: — John, Kaufmann, Valentinskamp 24: [90, 767, 267, 780]
directory-entry: — M., Kutscher, Beethovenstr. 4, H. B: [659, 998, 837, 1011]
directory-entry: Möller, Wwe. Johanna, Wärterin, Volksdorferstrasse 10, ✉ 22: [90, 582, 358, 611]
directory-entry: — N. J. T., Korbmacher, Düsternstr. 31, Hths., ✉ 36, Wohn: Schaarsteinweg 22: [939, 629, 1181, 657]
directory-entry: — Johs., Brieftr., Lutterothstr. 28, ✉ 31: [90, 952, 272, 965]
directory-entry: ⊙ Johs. Heinrich Möller Gesellschaft mit beschränkter Haftung, IR, Fabrik für Zentralheizungs- und sanitäre Anlagen, BCto: Gewerbeb. u. Postscheck: 4567, T-Adr: Heizungsmöller, ☏ V, 4360, Bureauzeit: 8–1 u. 3–7 Uhr, Margarethenstr. 50, ✉ 6. Siehe auch Geschäftsu. Berufszweige (III) unter: Heizungsu. Lüftungsanlagen, Sanitäre Anlagen: [379, 690, 645, 796]
directory-entry: — John, Buchhändler, Parkallee 17, ✉ 37: [90, 844, 281, 857]
directory-entry: Möller, M., Greifswalderstr. 80, ✉ 5: [659, 968, 825, 981]
directory-entry: — John, Restaurant, Dammthorwall 7, Wohn: das. 5, ✉ 36: [90, 798, 358, 811]
directory-entry: — Ludwig, Milchhdlg., Breitenfelderstr. 24: [659, 706, 859, 719]
directory-entry: — Wwe. Marie, Grünw., Grevenweg 59: [659, 1538, 842, 1551]
directory-entry: — Jul., Kutscher, Niendorferstr. 137, H.1: [90, 1137, 279, 1150]
directory-entry: — Johs., Schiffszimmerm., Martin Lutherstrasse 37, ✉ 11: [90, 1045, 356, 1058]
directory-entry: — Otto, Expedient, Rübenkamp 8, ✉33: [939, 1122, 1122, 1135]
directory-entry: — Wwe. L., Voigtstr. 6 ✉ 31: [659, 367, 792, 380]
directory-entry: — J. C. W., I/Fa Cords & Consort., ☏ V, 6983, Steilshoperstr. 105, ✉ 33: [379, 197, 598, 226]
directory-entry: — Wwe. M., Backerbreitergang 49, ✉36: [659, 1214, 847, 1227]
directory-entry: — Frau Martha, Schneiderin, Fürstenplatz 7a, ✉ 36: [659, 1568, 896, 1581]
directory-entry: — Joseph, BCto: Nordd. B., Eppendorfer Baum 32, ✉ 20: [90, 1091, 353, 1104]
directory-entry: — Wwe. M., Hoheluftchaussee 10/12, H. 6: [659, 1199, 857, 1212]
directory-entry: — Möller, J. H. W., Fabrik v. Sargartikeln, BCto: Dresdner B., ☏ I, 7368, Geschäftszeit v. 8 Uhr morg. bis 8 Uhr abds., neue ABC-Str. 12 b, ✉36, Wohn: ☏ IV, 7069, Bachstr. 4, ✉ 21: [379, 952, 638, 1011]
directory-entry: — Ludw., Wagenführer, Gärtnerstr. 43: [659, 660, 835, 672]
directory-entry: Moeller, Max, Kontorist, Gluckstr. 22, ✉22: [939, 228, 1138, 241]
directory-entry: Moeller Wwe. J. C. H., Wandsbeckerstieg 12: [90, 1522, 296, 1535]
directory-entry: — Karl, Arbtr., Borstelmannsweg 113: [379, 1384, 553, 1397]
directory-entry: — Otto, Schriftsetzer, Wrangelstr. 118: [939, 1199, 1114, 1212]
directory-entry: — Math., Lehrerin, b. d. Apostelkirche 22: [939, 213, 1132, 226]
directory-entry: — Joh., Wirtsch., ☏ V, 6174, Mesterkamp14: [90, 213, 299, 226]
directory-entry: — J. H. F., Tapezier, Friedrichsbergerstrasse 63, ✉ 22: [379, 844, 625, 857]
directory-entry: — Karl, Kolporteur, Billh. Röhrendamm 173, H. 3, ✉ 27: [379, 1461, 640, 1474]
